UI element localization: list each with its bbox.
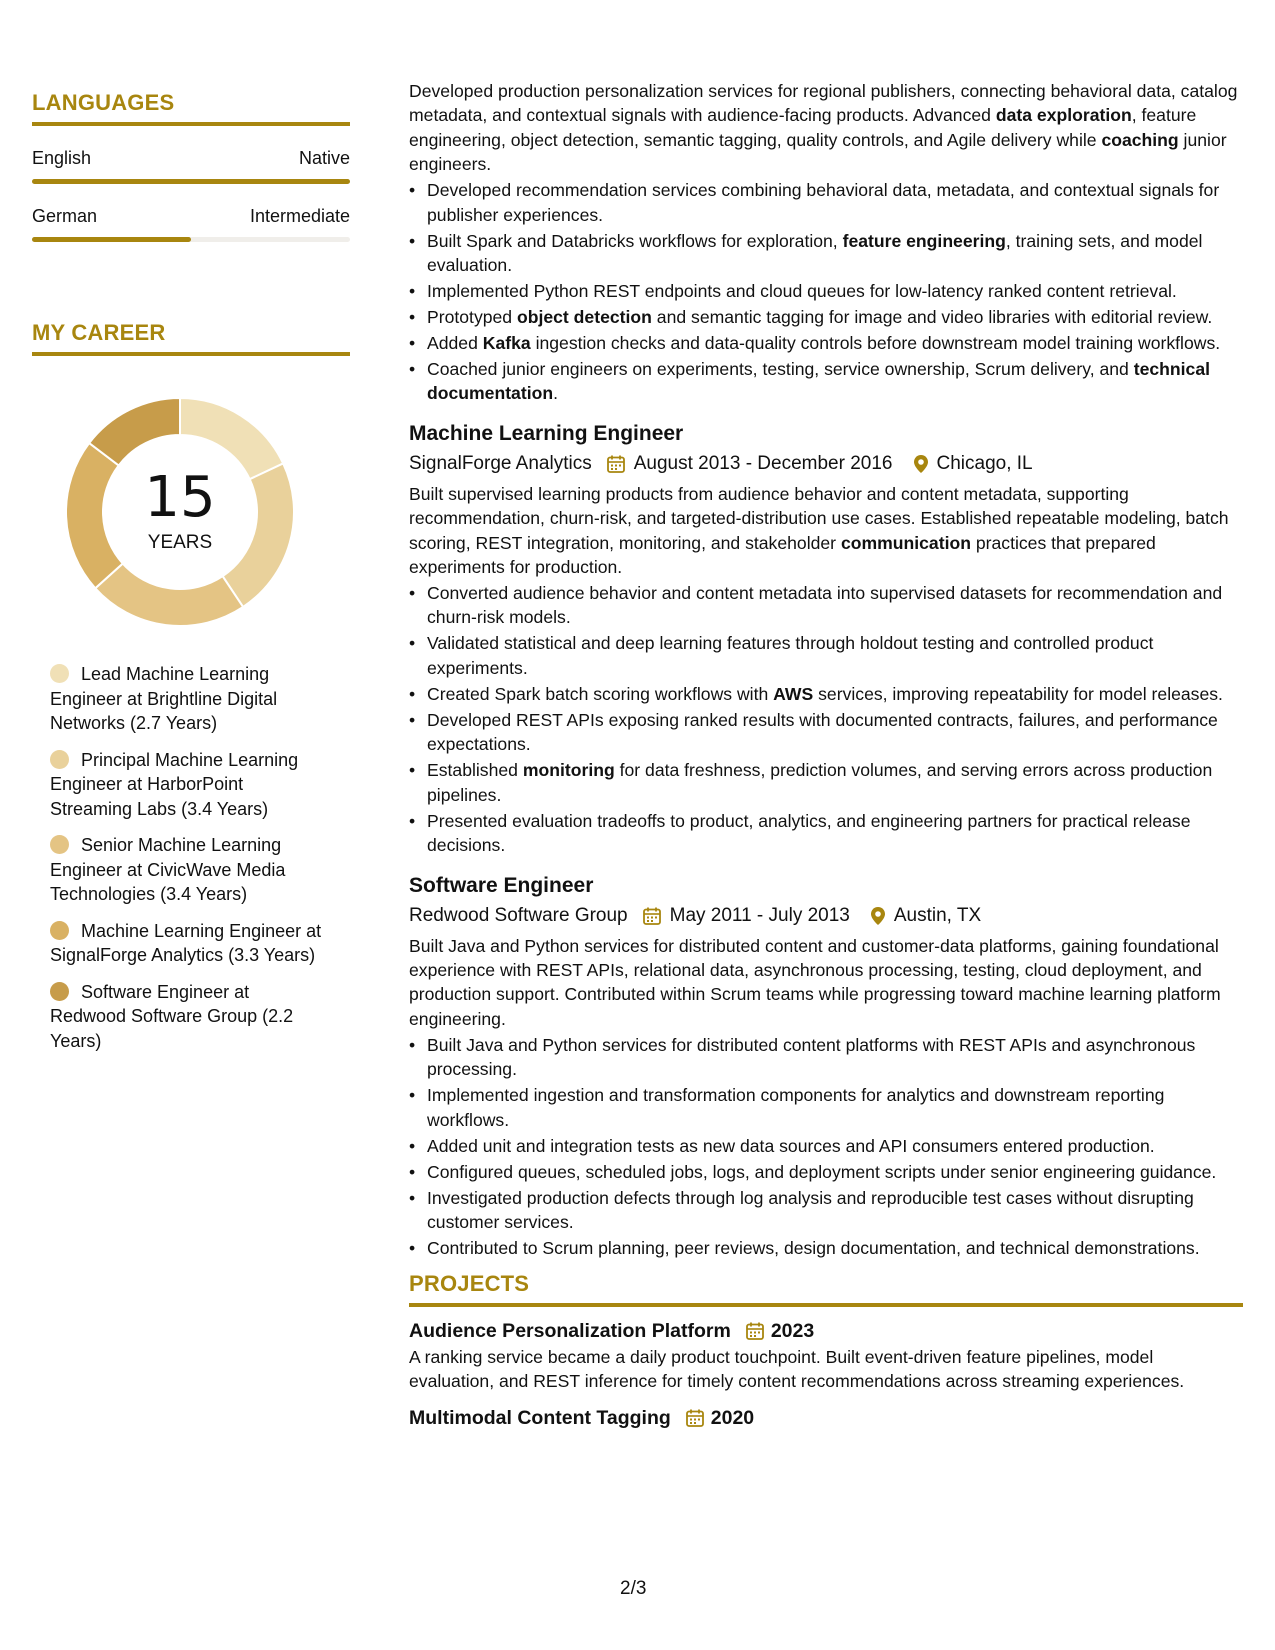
- job-bullets: [409, 1033, 1243, 1261]
- career-legend-label: Lead Machine Learning Engineer at Brightline Digital Networks (2.7 Years): [50, 664, 278, 733]
- job-summary: Built Java and Python services for distributed content and customer-data platforms, gaining foundational experience with REST APIs, relational data, asynchronous processing, testing, cloud deployment, and production support. Contributed within Scrum teams while progressing toward machine learning platform engineering.: [409, 935, 1221, 1029]
- project-header: [409, 1317, 1243, 1345]
- career-legend-item: [50, 980, 322, 1054]
- project-entry: [409, 1404, 1243, 1432]
- language-item: [32, 148, 350, 184]
- bullet-item: • Investigated production defects through log analysis and reproducible test cases without disrupting customer services.: [427, 1186, 1243, 1235]
- language-name: English: [32, 148, 92, 168]
- career-legend-item: [50, 833, 322, 907]
- career-legend-label: Principal Machine Learning Engineer at HarborPoint Streaming Labs (3.4 Years): [50, 749, 299, 819]
- bullet-item: • Built Java and Python services for distributed content platforms with REST APIs and asynchronous processing.: [427, 1033, 1243, 1082]
- experience-bullets: [409, 178, 1243, 406]
- job-company: SignalForge Analytics: [409, 452, 592, 474]
- career-heading: MY CAREER: [32, 320, 350, 356]
- job-company: Redwood Software Group: [409, 904, 628, 926]
- project-name: Multimodal Content Tagging: [409, 1406, 671, 1429]
- career-legend-label: Software Engineer at Redwood Software Group (2.2 Years): [50, 981, 294, 1051]
- language-item: [32, 206, 350, 242]
- bullet-item: • Converted audience behavior and content metadata into supervised datasets for recommendation and churn-risk models.: [427, 581, 1243, 630]
- career-legend-item: [50, 748, 322, 822]
- project-name: Audience Personalization Platform: [409, 1319, 731, 1342]
- bullet-item: • Prototyped object detection and semantic tagging for image and video libraries with editorial review.: [427, 305, 1243, 329]
- career-legend-label: Machine Learning Engineer at SignalForge Analytics (3.3 Years): [50, 920, 322, 965]
- job-entry: [409, 420, 1243, 858]
- bullet-item: • Added Kafka ingestion checks and data-quality controls before downstream model training workflows.: [427, 331, 1243, 355]
- page-indicator: 2/3: [620, 1578, 647, 1599]
- bullet-item: • Developed recommendation services combining behavioral data, metadata, and contextual signals for publisher experiences.: [427, 178, 1243, 227]
- bullet-item: • Configured queues, scheduled jobs, logs, and deployment scripts under senior engineering guidance.: [427, 1160, 1243, 1184]
- calendar-icon: [745, 1321, 765, 1341]
- project-header: [409, 1404, 1243, 1432]
- job-entry: [409, 872, 1243, 1261]
- job-summary: Built supervised learning products from audience behavior and content metadata, supporting recommendation, churn-risk, and targeted-distribution use cases. Established repeatable modeling, batch scoring, REST integration, monitoring, and stakeholder communication practices that prepared experiments for production.: [409, 483, 1229, 578]
- job-meta: [409, 902, 1243, 930]
- calendar-icon: [606, 454, 626, 474]
- language-proficiency-fill: [32, 179, 350, 184]
- project-year: 2023: [770, 1319, 815, 1342]
- job-location: Chicago, IL: [936, 452, 1033, 474]
- legend-dot: [50, 835, 69, 854]
- map-pin-icon: [870, 906, 886, 926]
- career-donut-chart: [66, 398, 294, 626]
- bullet-item: • Added unit and integration tests as new data sources and API consumers entered production.: [427, 1134, 1243, 1158]
- job-title: Machine Learning Engineer: [409, 421, 684, 445]
- right-column: [409, 79, 1243, 1432]
- language-proficiency-bar: [32, 179, 350, 184]
- job-title: Software Engineer: [409, 873, 594, 897]
- language-name: German: [32, 206, 98, 226]
- project-year: 2020: [710, 1406, 755, 1429]
- left-column: [32, 90, 350, 1065]
- job-bullets: [409, 581, 1243, 857]
- bullet-item: • Built Spark and Databricks workflows for exploration, feature engineering, training sets, and model evaluation.: [427, 229, 1243, 278]
- job-meta: [409, 450, 1243, 478]
- bullet-item: • Developed REST APIs exposing ranked results with documented contracts, failures, and performance expectations.: [427, 708, 1243, 757]
- project-description: A ranking service became a daily product touchpoint. Built event-driven feature pipelines, model evaluation, and REST inference for timely content recommendations across streaming experiences.: [409, 1346, 1185, 1392]
- job-location: Austin, TX: [893, 904, 982, 926]
- career-legend: [32, 662, 322, 1053]
- legend-dot: [50, 664, 69, 683]
- career-years-unit: YEARS: [147, 532, 213, 553]
- career-legend-label: Senior Machine Learning Engineer at CivicWave Media Technologies (3.4 Years): [50, 835, 286, 904]
- language-level: Native: [298, 148, 350, 168]
- career-total-years: 15: [144, 465, 216, 530]
- legend-dot: [50, 982, 69, 1001]
- map-pin-icon: [913, 454, 929, 474]
- experience-summary: Developed production personalization services for regional publishers, connecting behavioral data, catalog metadata, and contextual signals with audience-facing products. Advanced data exploration, feature engineering, object detection, semantic tagging, quality controls, and Agile delivery while coaching junior engineers.: [409, 81, 1238, 175]
- bullet-item: • Established monitoring for data freshness, prediction volumes, and serving errors across production pipelines.: [427, 758, 1243, 807]
- language-proficiency-fill: [32, 237, 191, 242]
- career-legend-item: [50, 662, 322, 736]
- project-entry: [409, 1317, 1243, 1394]
- language-level: Intermediate: [249, 206, 350, 226]
- projects-heading: PROJECTS: [409, 1272, 1243, 1306]
- language-proficiency-bar: [32, 237, 350, 242]
- bullet-item: • Implemented Python REST endpoints and cloud queues for low-latency ranked content retrieval.: [427, 279, 1243, 303]
- bullet-item: • Coached junior engineers on experiments, testing, service ownership, Scrum delivery, and technical documentation.: [427, 357, 1243, 406]
- legend-dot: [50, 750, 69, 769]
- legend-dot: [50, 921, 69, 940]
- job-dates: May 2011 - July 2013: [669, 904, 850, 926]
- career-legend-item: [50, 919, 322, 968]
- languages-heading: LANGUAGES: [32, 90, 350, 126]
- calendar-icon: [685, 1408, 705, 1428]
- bullet-item: • Validated statistical and deep learning features through holdout testing and controlled product experiments.: [427, 631, 1243, 680]
- calendar-icon: [642, 906, 662, 926]
- job-dates: August 2013 - December 2016: [633, 452, 893, 474]
- bullet-item: • Implemented ingestion and transformation components for analytics and downstream reporting workflows.: [427, 1083, 1243, 1132]
- bullet-item: • Contributed to Scrum planning, peer reviews, design documentation, and technical demonstrations.: [427, 1236, 1243, 1260]
- bullet-item: • Presented evaluation tradeoffs to product, analytics, and engineering partners for practical release decisions.: [427, 809, 1243, 858]
- bullet-item: • Created Spark batch scoring workflows with AWS services, improving repeatability for model releases.: [427, 682, 1243, 706]
